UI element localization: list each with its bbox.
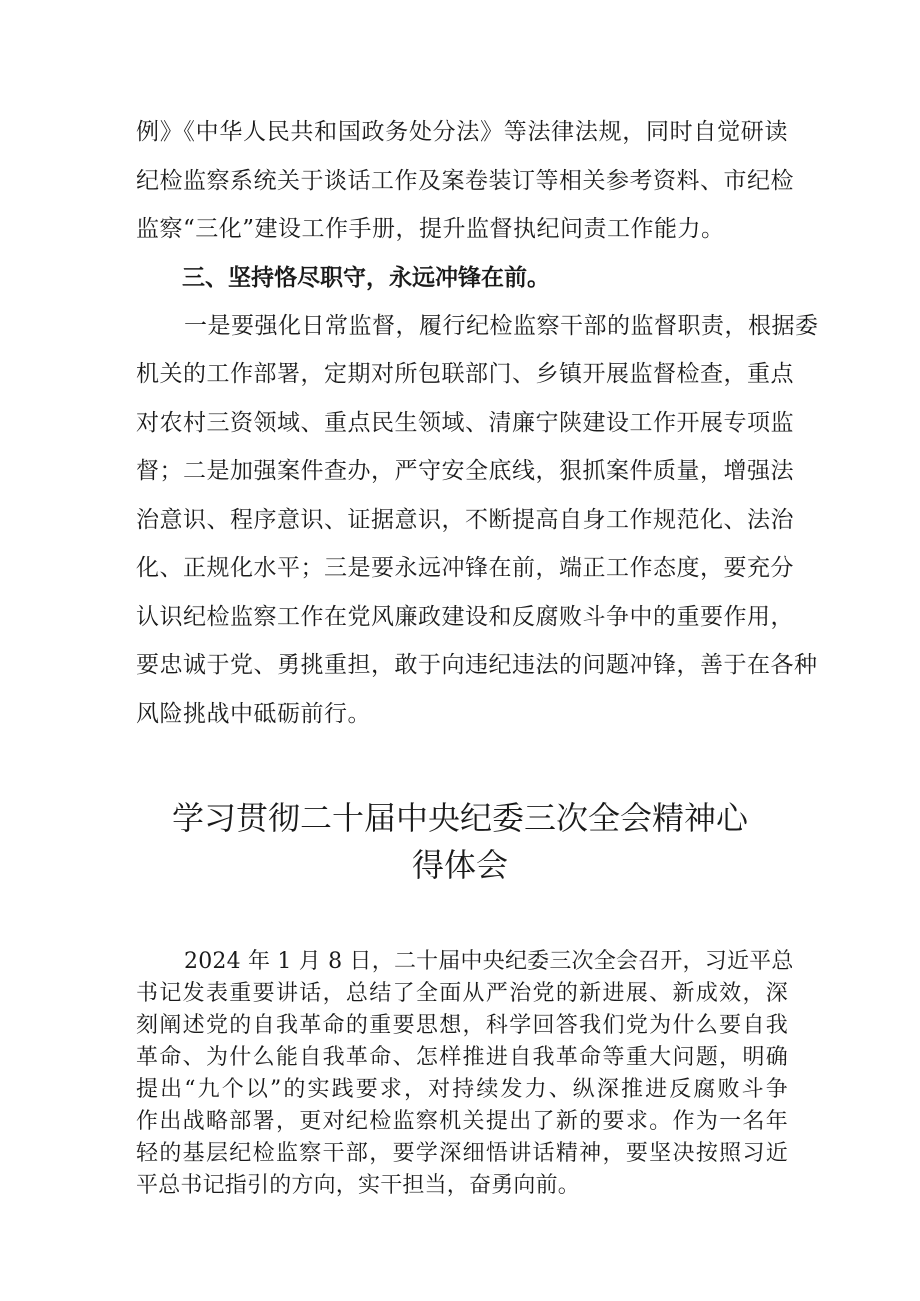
- paragraph-line: 平总书记指引的方向，实干担当，奋勇向前。: [136, 1173, 581, 1198]
- paragraph-line: 化、正规化水平；三是要永远冲锋在前，端正工作态度，要充分: [136, 555, 794, 581]
- paragraph-line: 机关的工作部署，定期对所包联部门、乡镇开展监督检查，重点: [136, 361, 794, 387]
- article-title-line-2: 得体会: [411, 846, 508, 884]
- paragraph-line: 例》《中华人民共和国政务处分法》等法律法规，同时自觉研读: [136, 119, 788, 145]
- paragraph-line: 刻阐述党的自我革命的重要思想，科学回答我们党为什么要自我: [136, 1013, 788, 1038]
- paragraph-line: 认识纪检监察工作在党风廉政建设和反腐败斗争中的重要作用，: [136, 604, 794, 630]
- section-heading: 三、坚持恪尽职守，永远冲锋在前。: [182, 265, 550, 291]
- paragraph-line: 监察“三化”建设工作手册，提升监督执纪问责工作能力。: [136, 216, 725, 242]
- paragraph-line: 作出战略部署，更对纪检监察机关提出了新的要求。作为一名年: [136, 1109, 788, 1134]
- paragraph-line: 风险挑战中砥砺前行。: [136, 701, 371, 727]
- paragraph-line: 督；二是加强案件查办，严守安全底线，狠抓案件质量，增强法: [136, 458, 794, 484]
- paragraph-line: 治意识、程序意识、证据意识，不断提高自身工作规范化、法治: [136, 507, 794, 533]
- paragraph-line: 提出“九个以”的实践要求，对持续发力、纵深推进反腐败斗争: [136, 1077, 788, 1102]
- paragraph-line: 纪检监察系统关于谈话工作及案卷装订等相关参考资料、市纪检: [136, 168, 794, 194]
- paragraph-line: 革命、为什么能自我革命、怎样推进自我革命等重大问题，明确: [136, 1045, 788, 1070]
- paragraph-line: 2024 年 1 月 8 日，二十届中央纪委三次全会召开，习近平总: [184, 949, 794, 974]
- paragraph-line: 要忠诚于党、勇挑重担，敢于向违纪违法的问题冲锋，善于在各种: [136, 652, 818, 678]
- paragraph-line: 一是要强化日常监督，履行纪检监察干部的监督职责，根据委: [184, 313, 819, 339]
- paragraph-line: 书记发表重要讲话，总结了全面从严治党的新进展、新成效，深: [136, 981, 788, 1006]
- paragraph-line: 轻的基层纪检监察干部，要学深细悟讲话精神，要坚决按照习近: [136, 1141, 788, 1166]
- paragraph-line: 对农村三资领域、重点民生领域、清廉宁陕建设工作开展专项监: [136, 410, 794, 436]
- article-title-line-1: 学习贯彻二十届中央纪委三次全会精神心: [171, 799, 748, 837]
